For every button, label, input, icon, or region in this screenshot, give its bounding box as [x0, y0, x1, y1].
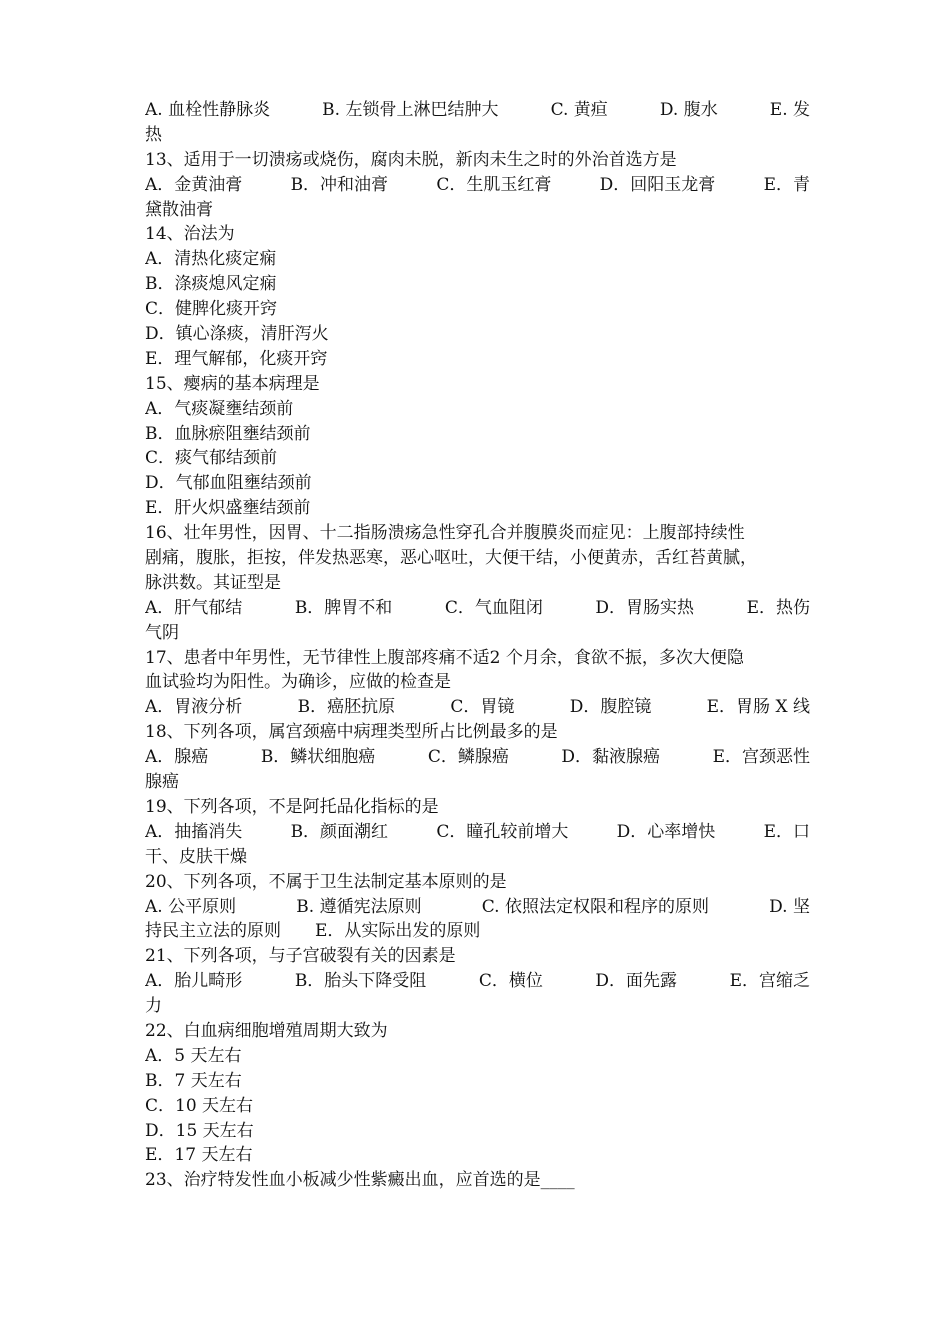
option-text: D．黏液腺癌 [561, 747, 661, 768]
text-line: 21、下列各项，与子宫破裂有关的因素是 [145, 946, 456, 967]
option-text: C．胃镜 [450, 697, 515, 718]
text-line: 力 [145, 996, 162, 1017]
text-line: 气阴 [145, 622, 179, 643]
option-text: C. 黄疸 [550, 100, 608, 120]
text-line: 腺癌 [145, 772, 179, 793]
option-text: D. 腹水 [659, 100, 718, 120]
text-line: 23、治疗特发性血小板减少性紫癜出血，应首选的是____ [145, 1170, 575, 1191]
options-line [145, 895, 810, 920]
option-text: C．生肌玉红膏 [436, 174, 552, 195]
option-text: A. 血栓性静脉炎 [145, 100, 271, 120]
text-line: 18、下列各项，属宫颈癌中病理类型所占比例最多的是 [145, 722, 558, 743]
text-line: 16、壮年男性，因胃、十二指肠溃疡急性穿孔合并腹膜炎而症见：上腹部持续性 [145, 523, 745, 544]
option-text: B．癌胚抗原 [297, 697, 396, 718]
text-line: B．7 天左右 [145, 1070, 242, 1091]
text-line: 血试验均为阳性。为确诊，应做的检查是 [145, 672, 451, 693]
options-line [145, 745, 810, 770]
option-text: A．金黄油膏 [145, 174, 243, 195]
text-line: 17、患者中年男性，无节律性上腹部疼痛不适2 个月余，食欲不振，多次大便隐 [145, 647, 744, 668]
options-line [145, 596, 810, 621]
option-text: A. 公平原则 [145, 896, 237, 917]
text-line: D．镇心涤痰，清肝泻火 [145, 324, 329, 345]
text-line: C．健脾化痰开窍 [145, 299, 278, 320]
option-text: E. 发 [769, 100, 810, 120]
option-text: C．鳞腺癌 [427, 747, 509, 768]
option-text: B. 左锁骨上淋巴结肿大 [322, 100, 499, 120]
text-line: 14、治法为 [145, 224, 235, 245]
option-text: D．面先露 [595, 971, 678, 992]
option-text: E．胃肠 X 线 [706, 697, 810, 718]
text-line: E．肝火炽盛壅结颈前 [145, 498, 311, 519]
text-line: C．10 天左右 [145, 1095, 254, 1116]
text-line: 持民主立法的原则 E．从实际出发的原则 [145, 921, 481, 942]
option-text: D. 坚 [769, 896, 810, 917]
options-line [145, 173, 810, 198]
text-line: C．痰气郁结颈前 [145, 448, 278, 469]
options-line [145, 820, 810, 845]
text-line: 15、瘿病的基本病理是 [145, 373, 320, 394]
text-line: D．气郁血阻壅结颈前 [145, 473, 312, 494]
option-text: E．宫颈恶性 [712, 747, 810, 768]
option-text: C. 依照法定权限和程序的原则 [481, 896, 709, 917]
option-text: E．热伤 [746, 597, 810, 618]
option-text: A．肝气郁结 [145, 597, 243, 618]
text-line: E．理气解郁，化痰开窍 [145, 348, 328, 369]
text-line: A．气痰凝壅结颈前 [145, 398, 294, 419]
option-text: D．回阳玉龙膏 [599, 174, 716, 195]
option-text: B．鳞状细胞癌 [260, 747, 376, 768]
text-line: D．15 天左右 [145, 1120, 254, 1141]
text-line: B．涤痰熄风定痫 [145, 274, 277, 295]
option-text: B. 遵循宪法原则 [296, 896, 422, 917]
text-line: A．5 天左右 [145, 1045, 242, 1066]
option-text: D．心率增快 [616, 821, 716, 842]
text-line: 22、白血病细胞增殖周期大致为 [145, 1020, 388, 1041]
option-text: D．胃肠实热 [595, 597, 695, 618]
option-text: E．青 [763, 174, 810, 195]
option-text: D．腹腔镜 [569, 697, 652, 718]
options-line [145, 695, 810, 720]
option-text: A．腺癌 [145, 747, 209, 768]
text-line: A．清热化痰定痫 [145, 249, 277, 270]
option-text: B．冲和油膏 [290, 174, 389, 195]
option-text: C．瞳孔较前增大 [436, 821, 569, 842]
option-text: B．胎头下降受阻 [294, 971, 427, 992]
text-line: 热 [145, 124, 162, 145]
text-line: 黛散油膏 [145, 199, 213, 220]
option-text: B．脾胃不和 [294, 597, 393, 618]
document-body [145, 98, 810, 1193]
options-line [145, 98, 810, 123]
option-text: A．胃液分析 [145, 697, 243, 718]
option-text: A．胎儿畸形 [145, 971, 243, 992]
text-line: B．血脉瘀阻壅结颈前 [145, 423, 311, 444]
options-line [145, 969, 810, 994]
text-line: 干、皮肤干燥 [145, 846, 247, 867]
option-text: C．气血阻闭 [444, 597, 543, 618]
text-line: E．17 天左右 [145, 1145, 253, 1166]
option-text: E．宫缩乏 [729, 971, 810, 992]
option-text: B．颜面潮红 [290, 821, 389, 842]
text-line: 脉洪数。其证型是 [145, 572, 281, 593]
text-line: 13、适用于一切溃疡或烧伤，腐肉未脱，新肉未生之时的外治首选方是 [145, 149, 677, 170]
option-text: E．口 [763, 821, 810, 842]
text-line: 剧痛，腹胀，拒按，伴发热恶寒，恶心呕吐，大便干结，小便黄赤，舌红苔黄腻， [145, 548, 757, 569]
option-text: C．横位 [478, 971, 543, 992]
option-text: A．抽搐消失 [145, 821, 243, 842]
text-line: 20、下列各项，不属于卫生法制定基本原则的是 [145, 871, 507, 892]
text-line: 19、下列各项，不是阿托品化指标的是 [145, 796, 439, 817]
